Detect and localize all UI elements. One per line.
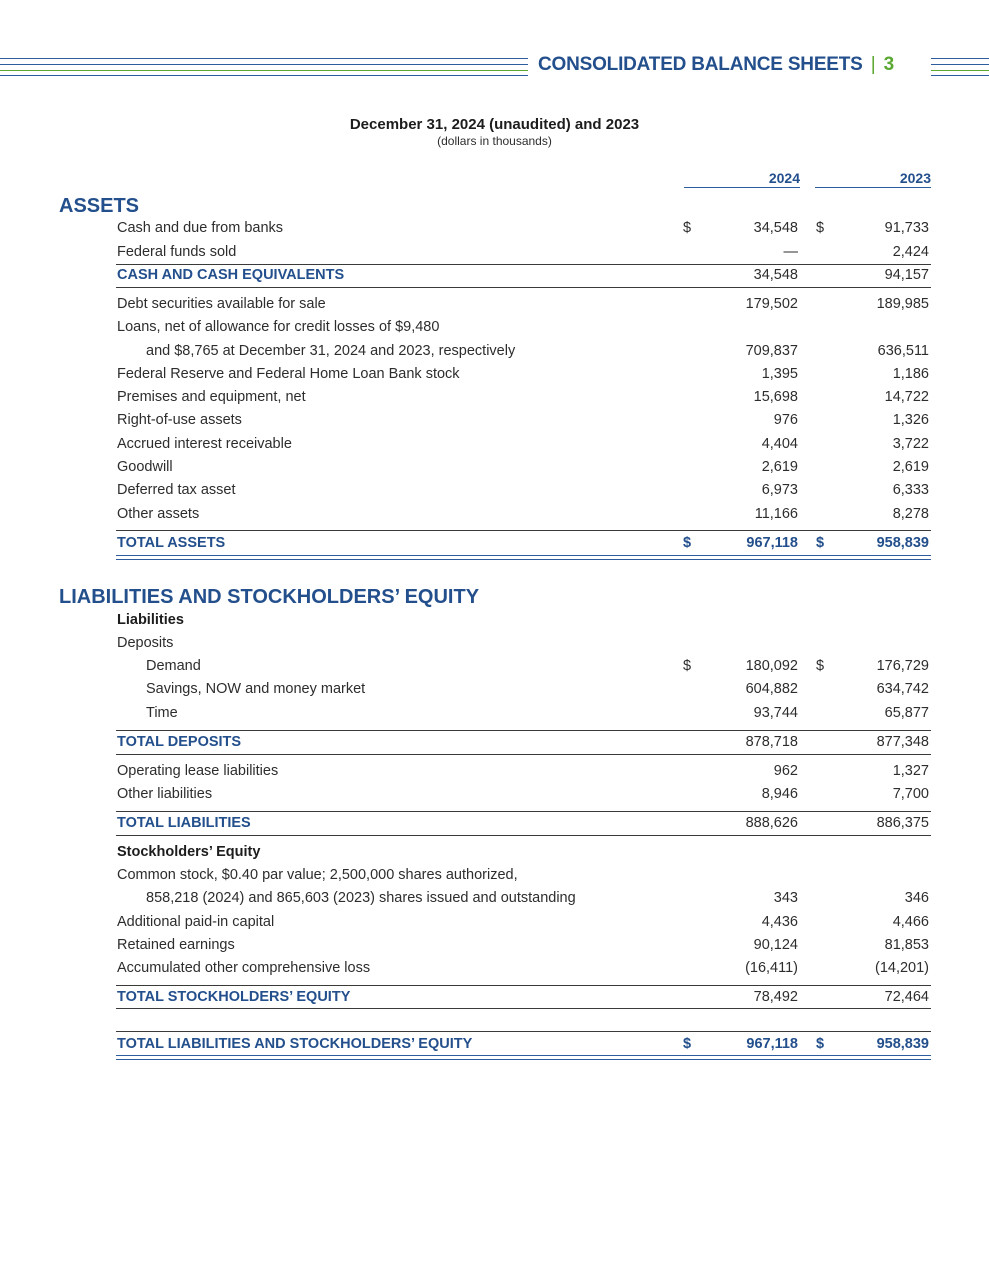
row-label: TOTAL ASSETS <box>117 535 226 551</box>
header-title: CONSOLIDATED BALANCE SHEETS <box>538 54 863 75</box>
row-label: and $8,765 at December 31, 2024 and 2023, respectively <box>146 343 516 359</box>
dollar-sign: $ <box>816 535 825 551</box>
value-2023: 1,326 <box>892 412 929 428</box>
value-2024: 4,436 <box>761 914 798 930</box>
table-row <box>0 482 989 502</box>
row-label: Premises and equipment, net <box>117 389 306 405</box>
table-row <box>0 436 989 456</box>
table-row <box>0 506 989 526</box>
header-rule-right-1 <box>931 58 989 59</box>
row-label: Stockholders’ Equity <box>117 844 261 860</box>
year-underline-2023 <box>815 187 931 188</box>
table-row <box>0 681 989 701</box>
header-rule-right-4 <box>931 75 989 76</box>
table-row <box>0 763 989 783</box>
row-label: Additional paid-in capital <box>117 914 275 930</box>
table-row <box>0 914 989 934</box>
table-row <box>0 412 989 432</box>
value-2024: 878,718 <box>745 734 798 750</box>
value-2024: 604,882 <box>745 681 798 697</box>
page-number: 3 <box>883 54 894 75</box>
year-header-2024: 2024 <box>768 170 800 186</box>
row-label: Right-of-use assets <box>117 412 242 428</box>
value-2024: (16,411) <box>745 960 798 976</box>
table-row-subtotal <box>0 734 989 754</box>
table-row <box>0 366 989 386</box>
row-label: Accrued interest receivable <box>117 436 292 452</box>
table-row <box>0 389 989 409</box>
value-2023: 176,729 <box>876 658 929 674</box>
value-2023: 14,722 <box>884 389 929 405</box>
rule <box>116 1008 931 1009</box>
value-2024: 179,502 <box>745 296 798 312</box>
rule <box>116 754 931 755</box>
value-2023: 6,333 <box>892 482 929 498</box>
value-2023: 1,186 <box>892 366 929 382</box>
value-2023: 91,733 <box>884 220 929 236</box>
rule <box>116 730 931 731</box>
value-2024: — <box>783 244 798 260</box>
rule <box>116 1031 931 1032</box>
value-2023: 636,511 <box>877 343 929 359</box>
header-rule-right-2 <box>931 64 989 65</box>
table-row-heading <box>0 844 989 864</box>
row-label: Other assets <box>117 506 200 522</box>
value-2024: 90,124 <box>753 937 798 953</box>
row-label: Loans, net of allowance for credit losses of $9,480 <box>117 319 440 335</box>
row-label: Liabilities <box>117 612 184 628</box>
value-2024: 962 <box>773 763 798 779</box>
table-row <box>0 937 989 957</box>
value-2023: 886,375 <box>876 815 929 831</box>
table-row <box>0 244 989 264</box>
table-row <box>0 890 989 910</box>
table-row <box>0 867 989 887</box>
value-2024: 967,118 <box>746 1036 798 1052</box>
header-rule-right-3 <box>931 70 989 71</box>
value-2024: 888,626 <box>745 815 798 831</box>
row-label: Other liabilities <box>117 786 213 802</box>
row-label: Federal funds sold <box>117 244 237 260</box>
dollar-sign: $ <box>683 1036 692 1052</box>
dollar-sign: $ <box>683 535 692 551</box>
row-label: Deferred tax asset <box>117 482 236 498</box>
value-2023: 94,157 <box>884 267 929 283</box>
liabilities-title: LIABILITIES AND STOCKHOLDERS’ EQUITY <box>59 586 480 608</box>
rule <box>116 264 931 265</box>
header-rule-left-1 <box>0 58 528 59</box>
table-row-heading <box>0 612 989 632</box>
rule <box>116 811 931 812</box>
value-2024: 15,698 <box>753 389 798 405</box>
value-2024: 8,946 <box>761 786 798 802</box>
row-label: Goodwill <box>117 459 173 475</box>
rule <box>116 287 931 288</box>
dollar-sign: $ <box>816 658 825 674</box>
row-label: TOTAL LIABILITIES AND STOCKHOLDERS’ EQUITY <box>117 1036 473 1052</box>
year-underline-2024 <box>684 187 800 188</box>
row-label: CASH AND CASH EQUIVALENTS <box>117 267 345 283</box>
value-2024: 93,744 <box>753 705 798 721</box>
assets-title: ASSETS <box>59 195 140 217</box>
value-2023: 3,722 <box>892 436 929 452</box>
row-label: Federal Reserve and Federal Home Loan Bank stock <box>117 366 460 382</box>
value-2023: 189,985 <box>876 296 929 312</box>
table-row-subtotal <box>0 989 989 1009</box>
value-2024: 1,395 <box>761 366 798 382</box>
year-header-2023: 2023 <box>899 170 931 186</box>
row-label: Common stock, $0.40 par value; 2,500,000 shares authorized, <box>117 867 518 883</box>
value-2023: 958,839 <box>876 1036 929 1052</box>
row-label: Accumulated other comprehensive loss <box>117 960 371 976</box>
units-note: (dollars in thousands) <box>437 134 552 148</box>
row-label: Deposits <box>117 635 174 651</box>
table-row <box>0 786 989 806</box>
value-2024: 78,492 <box>753 989 798 1005</box>
value-2024: 343 <box>773 890 798 906</box>
dollar-sign: $ <box>683 220 692 236</box>
dollar-sign: $ <box>816 220 825 236</box>
value-2023: 2,619 <box>892 459 929 475</box>
value-2023: 72,464 <box>884 989 929 1005</box>
double-rule <box>116 1055 931 1056</box>
table-row <box>0 220 989 240</box>
table-row-subtotal <box>0 815 989 835</box>
table-row <box>0 635 989 655</box>
header-rule-left-2 <box>0 64 528 65</box>
dollar-sign: $ <box>816 1036 825 1052</box>
rule <box>116 985 931 986</box>
header-rule-left-4 <box>0 75 528 76</box>
value-2023: 8,278 <box>892 506 929 522</box>
header-separator: | <box>870 54 876 75</box>
value-2024: 4,404 <box>761 436 798 452</box>
row-label: TOTAL LIABILITIES <box>117 815 251 831</box>
value-2024: 180,092 <box>745 658 798 674</box>
value-2023: 4,466 <box>892 914 929 930</box>
table-row <box>0 705 989 725</box>
table-row <box>0 960 989 980</box>
row-label: Operating lease liabilities <box>117 763 279 779</box>
value-2023: 346 <box>904 890 929 906</box>
row-label: 858,218 (2024) and 865,603 (2023) shares issued and outstanding <box>146 890 576 906</box>
value-2023: 877,348 <box>876 734 929 750</box>
statement-date: December 31, 2024 (unaudited) and 2023 <box>349 116 640 133</box>
value-2024: 709,837 <box>745 343 798 359</box>
row-label: Savings, NOW and money market <box>146 681 366 697</box>
table-row <box>0 319 989 339</box>
page-header <box>538 54 894 76</box>
double-rule <box>116 1059 931 1060</box>
rule <box>116 530 931 531</box>
value-2024: 967,118 <box>746 535 798 551</box>
table-row-total <box>0 1036 989 1056</box>
value-2023: 7,700 <box>892 786 929 802</box>
header-rule-left-3 <box>0 70 528 71</box>
table-row <box>0 658 989 678</box>
value-2024: 976 <box>773 412 798 428</box>
row-label: TOTAL STOCKHOLDERS’ EQUITY <box>117 989 351 1005</box>
row-label: Demand <box>146 658 201 674</box>
value-2024: 6,973 <box>761 482 798 498</box>
table-row <box>0 459 989 479</box>
value-2024: 2,619 <box>761 459 798 475</box>
double-rule <box>116 559 931 560</box>
table-row-subtotal <box>0 267 989 287</box>
value-2023: 81,853 <box>884 937 929 953</box>
value-2023: 958,839 <box>876 535 929 551</box>
row-label: Retained earnings <box>117 937 235 953</box>
table-row <box>0 343 989 363</box>
table-row-total <box>0 535 989 555</box>
row-label: Time <box>146 705 178 721</box>
double-rule <box>116 555 931 556</box>
value-2023: 2,424 <box>892 244 929 260</box>
dollar-sign: $ <box>683 658 692 674</box>
value-2024: 11,166 <box>754 506 798 522</box>
value-2023: 634,742 <box>876 681 929 697</box>
row-label: TOTAL DEPOSITS <box>117 734 242 750</box>
value-2023: (14,201) <box>874 960 929 976</box>
value-2024: 34,548 <box>753 267 798 283</box>
row-label: Cash and due from banks <box>117 220 284 236</box>
value-2024: 34,548 <box>753 220 798 236</box>
table-row <box>0 296 989 316</box>
rule <box>116 835 931 836</box>
value-2023: 1,327 <box>892 763 929 779</box>
value-2023: 65,877 <box>884 705 929 721</box>
row-label: Debt securities available for sale <box>117 296 326 312</box>
